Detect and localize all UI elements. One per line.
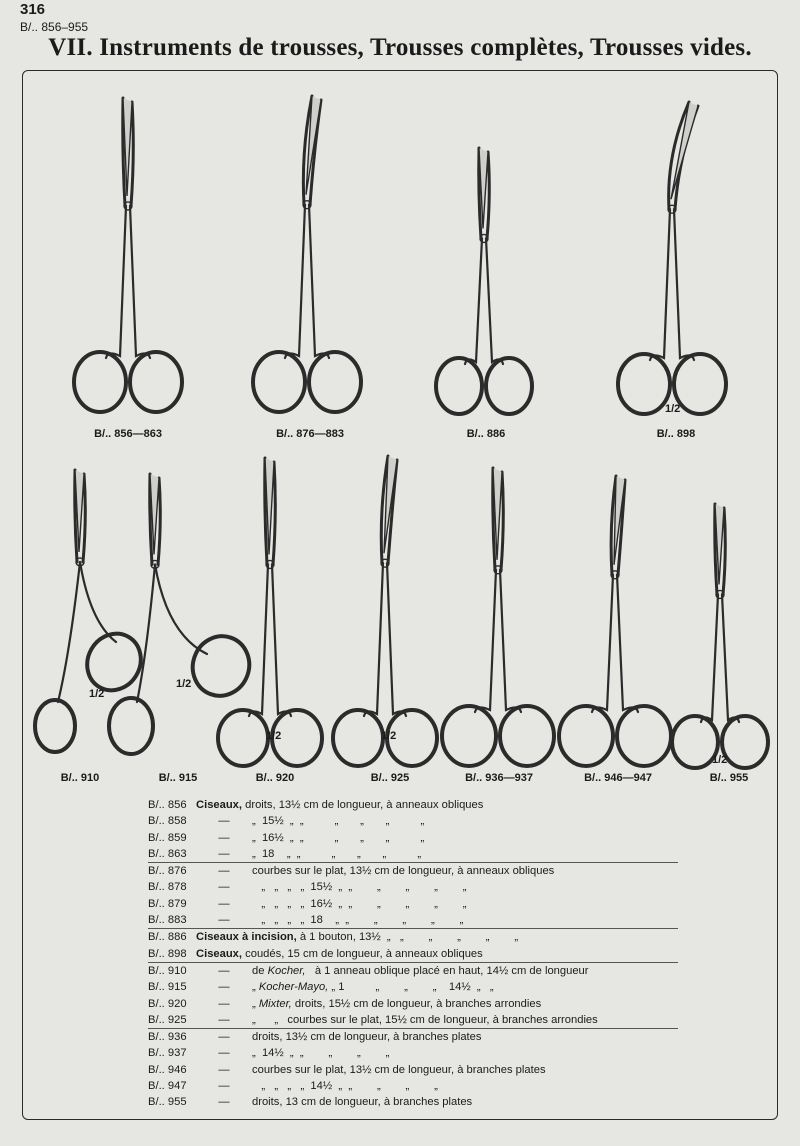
- listing-row: [148, 896, 678, 912]
- ditto-dash: —: [218, 831, 230, 844]
- item-description-cont: „ 1 „ „ „ 14½ „ „: [328, 981, 494, 994]
- scissors-7-straight: [218, 458, 322, 766]
- catalog-number: B/.. 946: [148, 1063, 187, 1076]
- catalog-number: B/.. 883: [148, 914, 187, 927]
- scale-mark: 1/2: [665, 403, 681, 415]
- catalog-number: B/.. 879: [148, 897, 187, 910]
- item-name: Ciseaux à incision,: [196, 931, 297, 944]
- figure-label: B/.. 936—937: [465, 772, 533, 784]
- scissors-2-curved: [253, 96, 361, 412]
- ditto-dash: —: [218, 815, 230, 828]
- item-eponym: Kocher,: [267, 964, 306, 977]
- figure-label: B/.. 925: [370, 772, 410, 784]
- item-description: „ 15½ „ „ „ „ „ „: [252, 815, 425, 828]
- catalog-number: B/.. 955: [148, 1096, 187, 1109]
- ditto-dash: —: [218, 897, 230, 910]
- scissors-1-straight: [74, 98, 182, 412]
- item-eponym: Mixter,: [258, 997, 292, 1010]
- item-description: courbes sur le plat, 13½ cm de longueur, à branches plates: [252, 1063, 546, 1076]
- scissors-11-straight-small: [672, 504, 768, 768]
- scissors-10-flat-curved: [559, 476, 671, 766]
- item-description-cont: à 1 anneau oblique placé en haut, 14½ cm de longueur: [305, 964, 589, 977]
- listing-row: [148, 862, 678, 879]
- item-description: à 1 bouton, 13½ „ „ „ „ „ „: [296, 931, 519, 944]
- item-description: „ 16½ „ „ „ „ „ „: [252, 831, 425, 844]
- catalog-number: B/.. 859: [148, 831, 187, 844]
- ditto-dash: —: [218, 981, 230, 994]
- item-description: coudés, 15 cm de longueur, à anneaux obliques: [242, 947, 483, 960]
- item-description: droits, 13½ cm de longueur, à branches plates: [252, 1031, 482, 1044]
- figure-label: B/.. 910: [60, 772, 100, 784]
- ditto-dash: —: [218, 1013, 230, 1026]
- scissors-3-incision: [436, 148, 532, 414]
- ditto-dash: —: [218, 1063, 230, 1076]
- ditto-dash: —: [218, 1047, 230, 1060]
- ditto-dash: —: [218, 881, 230, 894]
- instrument-listing: [148, 797, 678, 1111]
- figure-label: B/.. 898: [656, 428, 696, 440]
- item-description: „ „ courbes sur le plat, 15½ cm de longueur, à branches arrondies: [252, 1013, 598, 1026]
- item-description: „ „ „ „ 14½ „ „ „ „ „: [252, 1080, 438, 1093]
- catalog-number: B/.. 937: [148, 1047, 187, 1060]
- scissors-5-kocher: [35, 470, 151, 752]
- item-name: Ciseaux,: [196, 799, 243, 811]
- item-name: Ciseaux,: [196, 947, 243, 960]
- listing-row: [148, 1078, 678, 1094]
- listing-row: [148, 962, 678, 979]
- listing-row: [148, 813, 678, 829]
- figure-label: B/.. 920: [255, 772, 295, 784]
- figure-label: B/.. 886: [466, 428, 506, 440]
- item-description: courbes sur le plat, 13½ cm de longueur, à anneaux obliques: [252, 865, 555, 878]
- catalog-number: B/.. 915: [148, 981, 187, 994]
- item-description: droits, 13½ cm de longueur, à anneaux obliques: [242, 799, 484, 811]
- figure-label: B/.. 946—947: [584, 772, 652, 784]
- item-description: „ „ „ „ 18 „ „ „ „ „ „: [252, 914, 464, 927]
- ditto-dash: —: [218, 964, 230, 977]
- catalog-number: B/.. 898: [148, 947, 187, 960]
- listing-row: [148, 797, 678, 813]
- catalog-number: B/.. 858: [148, 815, 187, 828]
- page-number: 316: [20, 1, 46, 18]
- listing-row: [148, 912, 678, 928]
- listing-row: [148, 1094, 678, 1110]
- listing-row: [148, 1062, 678, 1078]
- catalog-number: B/.. 936: [148, 1031, 187, 1044]
- scissors-9-flat: [442, 468, 554, 766]
- ditto-dash: —: [218, 847, 230, 860]
- ditto-dash: —: [218, 1096, 230, 1109]
- catalog-number: B/.. 947: [148, 1080, 187, 1093]
- item-description: „ 18 „ „ „ „ „ „: [252, 847, 422, 860]
- figure-label: B/.. 856—863: [94, 428, 162, 440]
- page-title: VII. Instruments de trousses, Trousses complètes, Trousses vides.: [48, 34, 752, 61]
- item-eponym: Kocher-Mayo,: [258, 981, 329, 994]
- ditto-dash: —: [218, 1031, 230, 1044]
- item-description: „: [252, 981, 259, 994]
- scale-mark: 1/2: [712, 754, 728, 766]
- scale-mark: 1/2: [89, 688, 105, 700]
- listing-row: [148, 1028, 678, 1045]
- ditto-dash: —: [218, 914, 230, 927]
- figure-label: B/.. 955: [709, 772, 749, 784]
- listing-row: [148, 830, 678, 846]
- catalog-number: B/.. 910: [148, 964, 187, 977]
- item-description: „ 14½ „ „ „ „ „: [252, 1047, 390, 1060]
- scissors-8-curved: [333, 456, 437, 766]
- item-description-cont: droits, 15½ cm de longueur, à branches arrondies: [291, 997, 542, 1010]
- scale-mark: 1/2: [266, 730, 282, 742]
- catalog-number: B/.. 920: [148, 997, 187, 1010]
- catalog-number: B/.. 876: [148, 865, 187, 878]
- listing-row: [148, 979, 678, 995]
- catalog-number: B/.. 878: [148, 881, 187, 894]
- scissors-4-angled: [618, 102, 726, 414]
- item-description: „ „ „ „ 15½ „ „ „ „ „ „: [252, 881, 467, 894]
- figure-label: B/.. 915: [158, 772, 198, 784]
- ditto-dash: —: [218, 1080, 230, 1093]
- listing-row: [148, 928, 678, 945]
- listing-row: [148, 846, 678, 862]
- listing-row: [148, 996, 678, 1012]
- listing-row: [148, 946, 678, 962]
- scale-mark: 1/2: [176, 678, 192, 690]
- item-description: „ „ „ „ 16½ „ „ „ „ „ „: [252, 897, 467, 910]
- item-description: de: [252, 964, 268, 977]
- page-range: B/.. 856–955: [20, 20, 89, 34]
- catalog-number: B/.. 925: [148, 1013, 187, 1026]
- scale-mark: 1/2: [381, 730, 397, 742]
- catalog-number: B/.. 856: [148, 799, 187, 811]
- catalog-number: B/.. 863: [148, 847, 187, 860]
- item-description: „: [252, 997, 259, 1010]
- item-description: droits, 13 cm de longueur, à branches plates: [252, 1096, 473, 1109]
- ditto-dash: —: [218, 997, 230, 1010]
- ditto-dash: —: [218, 865, 230, 878]
- figure-label: B/.. 876—883: [276, 428, 344, 440]
- catalog-number: B/.. 886: [148, 931, 187, 944]
- listing-row: [148, 1045, 678, 1061]
- listing-row: [148, 1012, 678, 1028]
- listing-row: [148, 879, 678, 895]
